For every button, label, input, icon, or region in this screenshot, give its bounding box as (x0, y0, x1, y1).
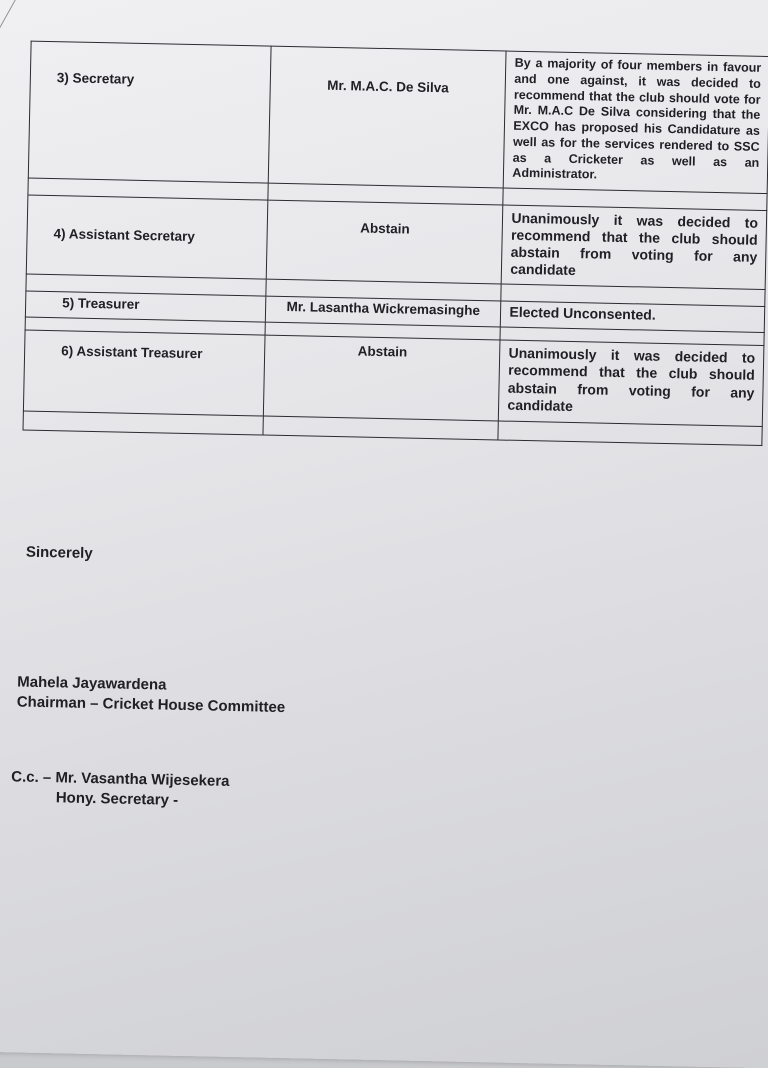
candidate-name: Abstain (360, 220, 410, 237)
post-label: 5) Treasurer (62, 295, 140, 313)
table-row (23, 330, 764, 426)
voting-recommendations-table (22, 41, 768, 447)
decision-cell (499, 340, 764, 427)
post-cell (26, 195, 268, 279)
decision-text: By a majority of four members in favour and one against, it was decided to recommend that the club should vote for Mr. M.A.C De Silva considering that the EXCO has proposed his Candidature as well as for the services rendered to SSC as a Cricketer as well as an Administrator. (512, 55, 762, 182)
candidate-cell (263, 335, 500, 421)
post-label: 3) Secretary (56, 70, 135, 87)
post-cell (23, 330, 265, 416)
signer-name: Mahela Jayawardena (17, 673, 167, 694)
post-label: 4) Assistant Secretary (53, 226, 196, 245)
cc-recipient-title: Hony. Secretary - (55, 789, 179, 810)
candidate-cell (266, 200, 503, 284)
candidate-name: Abstain (357, 343, 408, 360)
candidate-name: Mr. Lasantha Wickremasinghe (286, 299, 481, 319)
candidate-name: Mr. M.A.C. De Silva (327, 77, 449, 96)
decision-cell (502, 205, 767, 290)
decision-text: Unanimously it was decided to recommend that the club should abstain from voting for any candidate (510, 209, 759, 279)
table-row (26, 195, 766, 290)
signature-block (17, 672, 286, 718)
table-row (28, 41, 768, 193)
post-label: 6) Assistant Treasurer (60, 343, 203, 362)
signer-title: Chairman – Cricket House Committee (16, 693, 286, 717)
page-fold-edge (0, 0, 31, 81)
decision-cell (504, 51, 768, 193)
candidate-cell (268, 46, 506, 188)
post-cell (28, 41, 271, 183)
cc-recipient: C.c. – Mr. Vasantha Wijesekera (11, 768, 230, 790)
cc-block (11, 767, 230, 812)
closing-salutation: Sincerely (25, 543, 93, 563)
decision-text: Elected Unconsented. (509, 303, 656, 324)
decision-text: Unanimously it was decided to recommend that the club should abstain from voting for any candidate (507, 345, 756, 414)
